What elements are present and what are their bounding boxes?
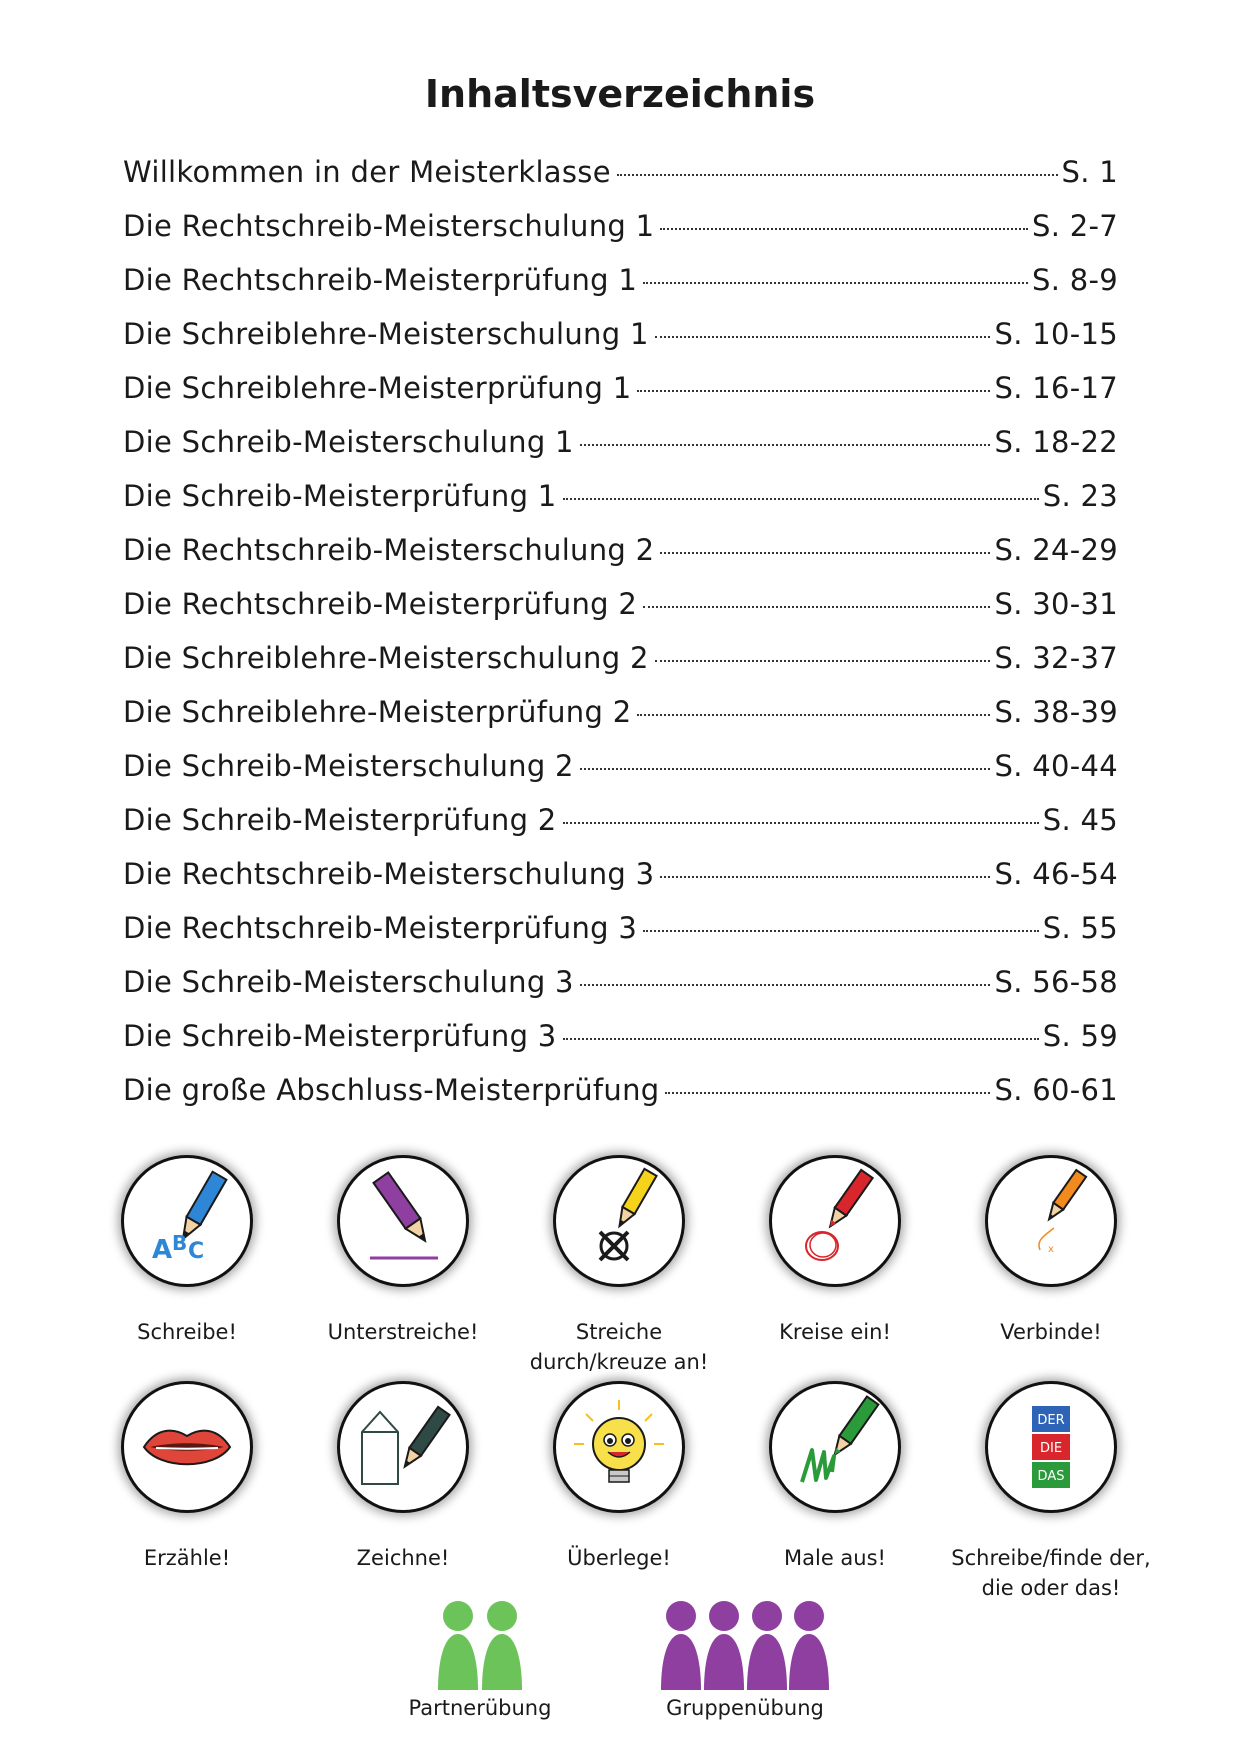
lightbulb-icon (553, 1381, 685, 1513)
toc-dots (563, 498, 1039, 500)
pencil-circle-icon (769, 1155, 901, 1287)
toc-page: S. 32-37 (994, 641, 1118, 675)
legend-partner (400, 1600, 560, 1720)
pencil-underline-icon (337, 1155, 469, 1287)
toc-page: S. 1 (1061, 155, 1118, 189)
toc-row (123, 1073, 1118, 1127)
two-people-icon (438, 1600, 522, 1690)
toc-row (123, 587, 1118, 641)
legend-think (511, 1381, 727, 1573)
toc-dots (655, 336, 991, 338)
toc-page: S. 10-15 (994, 317, 1118, 351)
toc-page: S. 55 (1042, 911, 1118, 945)
toc-dots (660, 228, 1028, 230)
legend-underline (295, 1155, 511, 1347)
toc-page: S. 18-22 (994, 425, 1118, 459)
legend-connect (943, 1155, 1159, 1347)
pencil-cross-icon (553, 1155, 685, 1287)
toc-page: S. 59 (1042, 1019, 1118, 1053)
toc-row (123, 965, 1118, 1019)
toc-dots (643, 606, 990, 608)
toc-dots (637, 714, 990, 716)
legend-tell (79, 1381, 295, 1573)
legend-write (79, 1155, 295, 1347)
toc-label: Die Schreiblehre-Meisterschulung 2 (123, 641, 649, 675)
toc-label: Die Rechtschreib-Meisterschulung 1 (123, 209, 655, 243)
toc-dots (660, 876, 990, 878)
toc-row (123, 317, 1118, 371)
legend-label: Streiche durch/kreuze an! (529, 1320, 709, 1374)
svg-text:x: x (1048, 1244, 1054, 1255)
toc-label: Die Rechtschreib-Meisterschulung 2 (123, 533, 655, 567)
pencil-connect-icon (985, 1155, 1117, 1287)
legend-label: Verbinde! (1000, 1320, 1102, 1344)
toc-page: S. 60-61 (994, 1073, 1118, 1107)
badge-das: DAS (1037, 1469, 1065, 1484)
toc-page: S. 8-9 (1031, 263, 1118, 297)
toc-row (123, 857, 1118, 911)
legend-circle (727, 1155, 943, 1347)
toc-dots (563, 822, 1039, 824)
toc-label: Die Schreib-Meisterprüfung 3 (123, 1019, 557, 1053)
toc-page: S. 40-44 (994, 749, 1118, 783)
legend-label: Schreibe/finde der, die oder das! (951, 1546, 1151, 1600)
badge-die: DIE (1039, 1441, 1063, 1456)
legend-draw (295, 1381, 511, 1573)
pencil-house-icon (337, 1381, 469, 1513)
toc-row (123, 425, 1118, 479)
toc-row (123, 1019, 1118, 1073)
toc-label: Die Rechtschreib-Meisterprüfung 3 (123, 911, 638, 945)
toc-row (123, 911, 1118, 965)
toc-page: S. 23 (1042, 479, 1118, 513)
toc-label: Die Rechtschreib-Meisterprüfung 1 (123, 263, 638, 297)
legend-group (655, 1600, 835, 1720)
toc-page: S. 38-39 (994, 695, 1118, 729)
toc-page: S. 2-7 (1031, 209, 1118, 243)
toc-label: Die Schreib-Meisterprüfung 1 (123, 479, 557, 513)
toc-page: S. 46-54 (994, 857, 1118, 891)
toc-label: Die große Abschluss-Meisterprüfung (123, 1073, 660, 1107)
legend-label: Gruppenübung (666, 1696, 824, 1720)
toc-page: S. 45 (1042, 803, 1118, 837)
toc-dots (580, 984, 991, 986)
legend-label: Zeichne! (356, 1546, 450, 1570)
legend-color (727, 1381, 943, 1573)
toc-row (123, 479, 1118, 533)
toc-label: Die Schreiblehre-Meisterprüfung 1 (123, 371, 632, 405)
toc-page: S. 30-31 (994, 587, 1118, 621)
legend-label: Überlege! (567, 1546, 671, 1570)
legend-label: Kreise ein! (779, 1320, 891, 1344)
svg-text:B: B (172, 1231, 188, 1255)
legend-label: Schreibe! (137, 1320, 237, 1344)
toc-row (123, 803, 1118, 857)
toc-row (123, 263, 1118, 317)
toc-label: Die Schreiblehre-Meisterprüfung 2 (123, 695, 632, 729)
svg-text:A: A (152, 1235, 173, 1265)
toc-label: Willkommen in der Meisterklasse (123, 155, 611, 189)
toc-page: S. 16-17 (994, 371, 1118, 405)
toc-dots (643, 282, 1028, 284)
toc-page: S. 24-29 (994, 533, 1118, 567)
toc-row (123, 209, 1118, 263)
der-die-das-icon (985, 1381, 1117, 1513)
toc-dots (660, 552, 990, 554)
lips-icon (121, 1381, 253, 1513)
toc-label: Die Rechtschreib-Meisterprüfung 2 (123, 587, 638, 621)
four-people-icon (661, 1600, 829, 1690)
legend-label: Male aus! (784, 1546, 886, 1570)
toc-dots (580, 444, 991, 446)
table-of-contents (123, 155, 1118, 1127)
toc-label: Die Schreiblehre-Meisterschulung 1 (123, 317, 649, 351)
toc-row (123, 155, 1118, 209)
toc-row (123, 641, 1118, 695)
toc-row (123, 749, 1118, 803)
toc-dots (563, 1038, 1039, 1040)
legend-label: Partnerübung (408, 1696, 552, 1720)
toc-row (123, 371, 1118, 425)
toc-label: Die Rechtschreib-Meisterschulung 3 (123, 857, 655, 891)
toc-label: Die Schreib-Meisterprüfung 2 (123, 803, 557, 837)
toc-label: Die Schreib-Meisterschulung 3 (123, 965, 574, 999)
toc-row (123, 533, 1118, 587)
toc-dots (617, 174, 1058, 176)
toc-label: Die Schreib-Meisterschulung 1 (123, 425, 574, 459)
toc-dots (643, 930, 1039, 932)
toc-dots (665, 1092, 990, 1094)
toc-page: S. 56-58 (994, 965, 1118, 999)
toc-dots (637, 390, 990, 392)
legend-cross (511, 1155, 727, 1377)
toc-dots (580, 768, 991, 770)
badge-der: DER (1037, 1413, 1065, 1428)
page-title: Inhaltsverzeichnis (424, 72, 816, 116)
toc-label: Die Schreib-Meisterschulung 2 (123, 749, 574, 783)
legend-label: Unterstreiche! (327, 1320, 479, 1344)
toc-dots (655, 660, 991, 662)
svg-text:C: C (188, 1239, 205, 1264)
toc-row (123, 695, 1118, 749)
pencil-scribble-icon (769, 1381, 901, 1513)
pencil-abc-icon (121, 1155, 253, 1287)
legend-article (943, 1381, 1159, 1603)
legend-label: Erzähle! (143, 1546, 231, 1570)
